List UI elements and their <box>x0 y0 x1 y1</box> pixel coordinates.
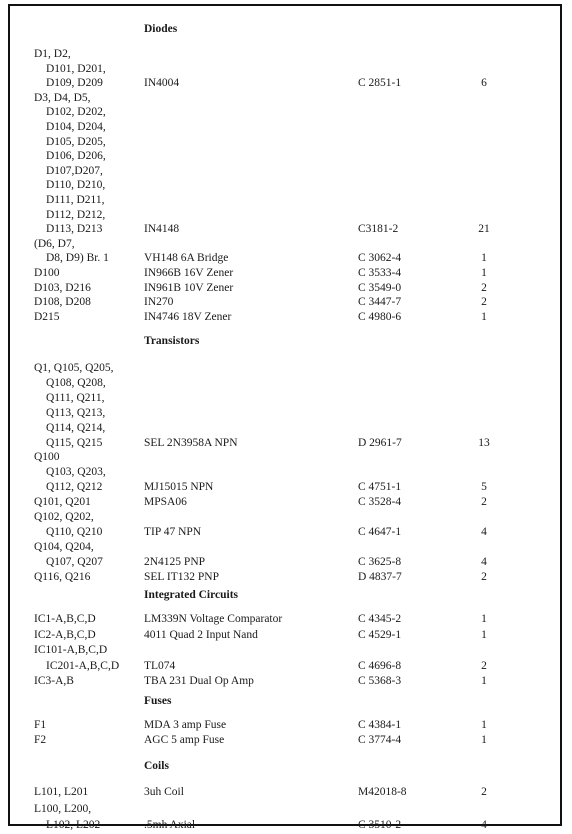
cell-reference: D100 <box>34 267 60 279</box>
cell-quantity: 1 <box>481 613 487 625</box>
cell-part-number: C 3528-4 <box>358 496 402 509</box>
cell-description: IN4004 <box>144 77 180 90</box>
cell-description: 2N4125 PNP <box>144 555 206 568</box>
section-heading-transistors: Transistors <box>144 335 200 347</box>
parts-row <box>10 105 560 120</box>
cell-part-number: C 3062-4 <box>358 252 402 265</box>
cell-quantity: 2 <box>481 659 487 672</box>
cell-quantity: 6 <box>481 77 487 90</box>
cell-reference: Q104, Q204, <box>34 540 94 553</box>
parts-list-frame <box>8 4 562 831</box>
cell-part-number: C3181-2 <box>358 223 399 236</box>
cell-reference: D101, D201, <box>46 62 106 75</box>
cell-reference: D103, D216 <box>34 281 91 294</box>
cell-reference: L102, L202 <box>46 819 101 831</box>
cell-reference: F1 <box>34 719 47 731</box>
cell-reference: L101, L201 <box>34 786 89 798</box>
cell-reference: D3, D4, D5, <box>34 91 91 104</box>
cell-description: LM339N Voltage Comparator <box>144 613 283 625</box>
parts-row <box>10 281 560 296</box>
parts-row <box>10 612 560 627</box>
cell-reference: D108, D208 <box>34 296 91 309</box>
parts-row <box>10 406 560 421</box>
cell-reference: Q107, Q207 <box>46 555 103 568</box>
parts-row <box>10 164 560 179</box>
parts-row <box>10 436 560 451</box>
parts-row <box>10 251 560 266</box>
parts-row <box>10 310 560 325</box>
parts-row <box>10 674 560 689</box>
cell-reference: Q116, Q216 <box>34 570 91 583</box>
parts-row <box>10 295 560 310</box>
parts-row <box>10 525 560 540</box>
cell-reference: L100, L200, <box>34 802 92 815</box>
cell-part-number: C 4529-1 <box>358 628 402 641</box>
parts-row <box>10 361 560 376</box>
cell-quantity: 1 <box>481 734 487 747</box>
parts-row <box>10 465 560 480</box>
cell-quantity: 1 <box>481 310 487 323</box>
cell-description: IN4746 18V Zener <box>144 310 232 323</box>
parts-row <box>10 76 560 91</box>
cell-description: 4011 Quad 2 Input Nand <box>144 628 258 641</box>
parts-row <box>10 391 560 406</box>
cell-quantity: 1 <box>481 719 487 731</box>
cell-part-number: C 4980-6 <box>358 310 402 323</box>
parts-row <box>10 193 560 208</box>
cell-description: IN966B 16V Zener <box>144 267 234 279</box>
cell-reference: Q108, Q208, <box>46 376 106 389</box>
parts-row <box>10 178 560 193</box>
cell-description: IN961B 10V Zener <box>144 281 234 294</box>
parts-row <box>10 643 560 658</box>
parts-row <box>10 421 560 436</box>
cell-reference: D8, D9) Br. 1 <box>46 252 109 265</box>
parts-row <box>10 718 560 733</box>
cell-reference: D106, D206, <box>46 150 106 163</box>
cell-quantity: 4 <box>481 819 487 831</box>
cell-description: SEL IT132 PNP <box>144 570 219 583</box>
cell-quantity: 1 <box>481 628 487 641</box>
cell-quantity: 13 <box>478 436 490 449</box>
cell-reference: Q110, Q210 <box>46 525 103 538</box>
cell-quantity: 2 <box>481 570 487 583</box>
cell-description: MJ15015 NPN <box>144 481 214 494</box>
cell-reference: Q101, Q201 <box>34 496 91 509</box>
parts-row <box>10 376 560 391</box>
parts-row <box>10 120 560 135</box>
cell-reference: IC3-A,B <box>34 675 74 687</box>
cell-part-number: C 3533-4 <box>358 267 402 279</box>
cell-part-number: C 3447-7 <box>358 296 402 309</box>
cell-part-number: C 3549-0 <box>358 281 402 294</box>
cell-part-number: D 4837-7 <box>358 570 402 583</box>
cell-description: IN4148 <box>144 223 180 236</box>
cell-reference: D104, D204, <box>46 121 106 133</box>
cell-description: .5mh Axial <box>144 819 196 831</box>
cell-reference: Q100 <box>34 451 60 464</box>
cell-quantity: 2 <box>481 281 487 294</box>
cell-part-number: C 4384-1 <box>358 719 402 731</box>
cell-reference: Q103, Q203, <box>46 466 106 479</box>
cell-part-number: C 3625-8 <box>358 555 402 568</box>
cell-part-number: C 4696-8 <box>358 659 402 672</box>
cell-description: SEL 2N3958A NPN <box>144 436 238 449</box>
cell-reference: D110, D210, <box>46 179 106 192</box>
cell-reference: Q102, Q202, <box>34 511 94 523</box>
parts-row <box>10 480 560 495</box>
cell-part-number: M42018-8 <box>358 786 407 798</box>
cell-quantity: 4 <box>481 525 487 538</box>
parts-row <box>10 91 560 106</box>
cell-reference: IC101-A,B,C,D <box>34 644 108 656</box>
parts-row <box>10 802 560 817</box>
parts-row <box>10 785 560 800</box>
cell-quantity: 4 <box>481 555 487 568</box>
cell-description: IN270 <box>144 296 174 309</box>
parts-row <box>10 208 560 223</box>
parts-row <box>10 659 560 674</box>
cell-reference: Q1, Q105, Q205, <box>34 362 114 374</box>
cell-description: AGC 5 amp Fuse <box>144 734 225 747</box>
cell-reference: Q113, Q213, <box>46 406 106 419</box>
cell-quantity: 1 <box>481 252 487 265</box>
cell-description: TL074 <box>144 659 176 672</box>
cell-quantity: 2 <box>481 786 487 798</box>
parts-row <box>10 450 560 465</box>
cell-part-number: D 2961-7 <box>358 436 402 449</box>
section-heading-integrated-circuits: Integrated Circuits <box>144 589 239 601</box>
section-heading-coils: Coils <box>144 760 169 772</box>
cell-description: TBA 231 Dual Op Amp <box>144 675 254 687</box>
cell-description: TIP 47 NPN <box>144 525 202 538</box>
parts-row <box>10 495 560 510</box>
cell-reference: D111, D211, <box>46 194 105 206</box>
cell-reference: (D6, D7, <box>34 237 75 250</box>
cell-description: VH148 6A Bridge <box>144 252 229 265</box>
cell-reference: Q114, Q214, <box>46 421 106 434</box>
cell-quantity: 1 <box>481 267 487 279</box>
cell-quantity: 2 <box>481 496 487 509</box>
cell-part-number: C 3510-2 <box>358 819 402 831</box>
cell-reference: F2 <box>34 734 47 747</box>
cell-reference: D113, D213 <box>46 223 103 236</box>
cell-quantity: 21 <box>478 223 490 236</box>
cell-part-number: C 4345-2 <box>358 613 402 625</box>
parts-row <box>10 555 560 570</box>
cell-reference: IC1-A,B,C,D <box>34 613 96 625</box>
parts-row <box>10 818 560 833</box>
parts-row <box>10 733 560 748</box>
parts-row <box>10 628 560 643</box>
parts-row <box>10 62 560 77</box>
section-heading-diodes: Diodes <box>144 23 178 35</box>
parts-row <box>10 510 560 525</box>
parts-row <box>10 237 560 252</box>
cell-part-number: C 3774-4 <box>358 734 402 747</box>
cell-reference: Q112, Q212 <box>46 481 103 494</box>
cell-quantity: 2 <box>481 296 487 309</box>
cell-description: MDA 3 amp Fuse <box>144 719 227 731</box>
cell-part-number: C 4751-1 <box>358 481 402 494</box>
cell-quantity: 1 <box>481 675 487 687</box>
cell-reference: D215 <box>34 310 60 323</box>
parts-row <box>10 222 560 237</box>
parts-row <box>10 540 560 555</box>
cell-reference: D112, D212, <box>46 208 106 221</box>
cell-description: 3uh Coil <box>144 786 184 798</box>
cell-reference: D105, D205, <box>46 135 106 148</box>
parts-row <box>10 570 560 585</box>
cell-reference: IC2-A,B,C,D <box>34 628 96 641</box>
section-heading-fuses: Fuses <box>144 695 172 707</box>
cell-reference: D1, D2, <box>34 48 71 60</box>
cell-reference: D109, D209 <box>46 77 103 90</box>
parts-row <box>10 135 560 150</box>
cell-part-number: C 2851-1 <box>358 77 402 90</box>
parts-row <box>10 47 560 62</box>
cell-part-number: C 5368-3 <box>358 675 402 687</box>
parts-row <box>10 266 560 281</box>
cell-description: MPSA06 <box>144 496 187 509</box>
cell-reference: IC201-A,B,C,D <box>46 659 120 672</box>
cell-reference: Q115, Q215 <box>46 436 103 449</box>
cell-reference: Q111, Q211, <box>46 391 105 404</box>
cell-part-number: C 4647-1 <box>358 525 402 538</box>
cell-quantity: 5 <box>481 481 487 494</box>
cell-reference: D102, D202, <box>46 106 106 119</box>
parts-row <box>10 149 560 164</box>
cell-reference: D107,D207, <box>46 164 103 177</box>
